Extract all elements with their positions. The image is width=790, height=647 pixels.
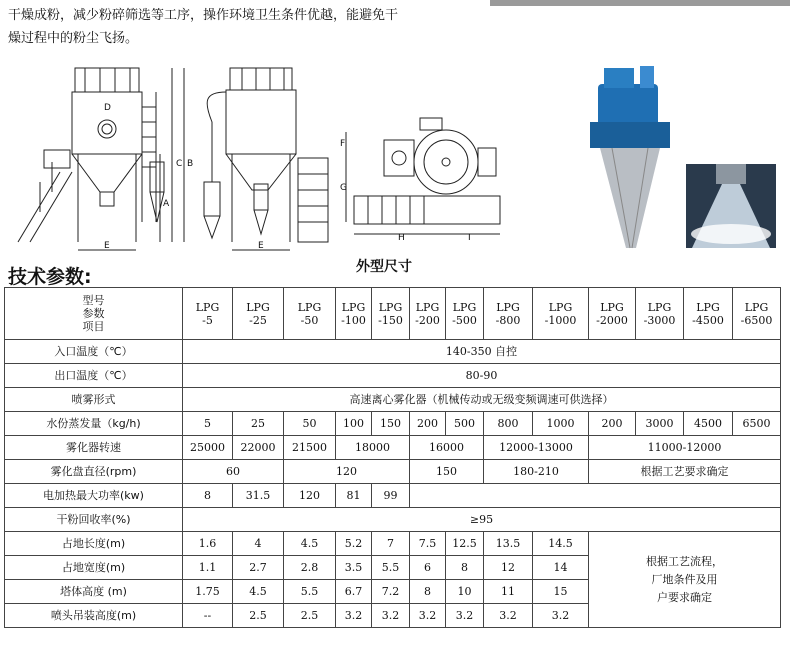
table-cell: 3.2: [446, 604, 484, 628]
dim-label-d: D: [104, 103, 111, 113]
model-header-cell: LPG -3000: [636, 288, 684, 340]
table-cell: 3.2: [533, 604, 589, 628]
table-cell: 4.5: [233, 580, 284, 604]
table-cell: 500: [446, 412, 484, 436]
table-cell: 8: [410, 580, 446, 604]
table-row: [5, 364, 781, 388]
table-row: [5, 340, 781, 364]
atomizer-machine-photo: [590, 66, 670, 248]
model-header-cell: LPG -800: [484, 288, 533, 340]
row-label: 占地宽度(m): [5, 556, 183, 580]
table-cell: 根据工艺要求确定: [589, 460, 781, 484]
table-cell: 3.2: [336, 604, 372, 628]
table-header-row: [5, 288, 781, 340]
table-cell: 2.5: [233, 604, 284, 628]
dim-label-h: H: [398, 233, 405, 243]
table-cell: 5.2: [336, 532, 372, 556]
table-cell: 16000: [410, 436, 484, 460]
dimension-labels: [104, 103, 471, 251]
table-cell: 200: [410, 412, 446, 436]
table-cell: 6.7: [336, 580, 372, 604]
table-cell: 2.7: [233, 556, 284, 580]
table-cell: 1.1: [183, 556, 233, 580]
table-row: [5, 508, 781, 532]
row-label: 占地长度(m): [5, 532, 183, 556]
table-cell: 3000: [636, 412, 684, 436]
note-cell: 根据工艺流程， 厂地条件及用 户要求确定: [589, 532, 781, 628]
table-cell: 12.5: [446, 532, 484, 556]
row-label: 喷雾形式: [5, 388, 183, 412]
table-cell: 5: [183, 412, 233, 436]
table-cell: 150: [410, 460, 484, 484]
table-cell: 3.2: [410, 604, 446, 628]
dim-label-e-front: E: [104, 241, 110, 251]
table-cell: 6: [410, 556, 446, 580]
table-cell: 14: [533, 556, 589, 580]
table-cell: 120: [284, 484, 336, 508]
plan-view-drawing: [346, 118, 500, 234]
model-header-cell: LPG -50: [284, 288, 336, 340]
spray-photo: [686, 164, 776, 248]
model-header-cell: LPG -100: [336, 288, 372, 340]
table-cell: 7: [372, 532, 410, 556]
table-cell: 200: [589, 412, 636, 436]
table-cell: 60: [183, 460, 284, 484]
row-label: 电加热最大功率(kw): [5, 484, 183, 508]
table-cell: 22000: [233, 436, 284, 460]
table-cell: 4.5: [284, 532, 336, 556]
table-cell: 8: [446, 556, 484, 580]
table-cell: 5.5: [284, 580, 336, 604]
table-cell: 800: [484, 412, 533, 436]
table-cell: 5.5: [372, 556, 410, 580]
table-cell: 11000-12000: [589, 436, 781, 460]
row-label: 塔体高度 (m): [5, 580, 183, 604]
table-cell: 25: [233, 412, 284, 436]
dim-label-c: C: [176, 159, 183, 169]
table-cell: 7.5: [410, 532, 446, 556]
row-label: 雾化盘直径(rpm): [5, 460, 183, 484]
table-cell: 81: [336, 484, 372, 508]
model-header-cell: LPG -25: [233, 288, 284, 340]
table-cell: 6500: [733, 412, 781, 436]
table-cell: 100: [336, 412, 372, 436]
table-cell-empty: [410, 484, 781, 508]
row-label: 喷头吊装高度(m): [5, 604, 183, 628]
table-cell: 13.5: [484, 532, 533, 556]
table-cell: 180-210: [484, 460, 589, 484]
table-cell: 31.5: [233, 484, 284, 508]
row-label: 干粉回收率(%): [5, 508, 183, 532]
model-header-cell: LPG -4500: [684, 288, 733, 340]
model-header-cell: LPG -200: [410, 288, 446, 340]
side-view-drawing: [204, 68, 328, 250]
row-label: 出口温度（℃）: [5, 364, 183, 388]
model-header-cell: LPG -150: [372, 288, 410, 340]
table-cell: 80-90: [183, 364, 781, 388]
top-photo-strip: [490, 0, 790, 6]
table-cell: 12: [484, 556, 533, 580]
dim-label-f: F: [340, 139, 346, 149]
table-cell: 7.2: [372, 580, 410, 604]
table-row: [5, 388, 781, 412]
intro-text: [8, 4, 488, 50]
dim-label-a: A: [163, 199, 170, 209]
table-cell: 99: [372, 484, 410, 508]
table-cell: 1.6: [183, 532, 233, 556]
intro-line-2: 燥过程中的粉尘飞扬。: [8, 31, 139, 46]
front-view-drawing: [18, 68, 184, 250]
table-cell: 2.5: [284, 604, 336, 628]
table-cell: 140-350 自控: [183, 340, 781, 364]
spec-table: [4, 287, 781, 628]
table-cell: 1.75: [183, 580, 233, 604]
table-cell: 11: [484, 580, 533, 604]
table-cell: 120: [284, 460, 410, 484]
drawing-svg: [0, 62, 790, 262]
table-row: [5, 532, 781, 556]
table-cell: 18000: [336, 436, 410, 460]
table-cell: 2.8: [284, 556, 336, 580]
model-header-cell: LPG -500: [446, 288, 484, 340]
table-cell: 高速离心雾化器（机械传动或无级变频调速可供选择）: [183, 388, 781, 412]
header-corner-cell: 型号 参数 项目: [5, 288, 183, 340]
table-cell: 3.5: [336, 556, 372, 580]
intro-line-1: 干燥成粉，减少粉碎筛选等工序，操作环境卫生条件优越，能避免干: [8, 8, 399, 23]
table-cell: --: [183, 604, 233, 628]
table-cell: 3.2: [484, 604, 533, 628]
model-header-cell: LPG -5: [183, 288, 233, 340]
table-cell: 150: [372, 412, 410, 436]
table-cell: 3.2: [372, 604, 410, 628]
table-cell: 14.5: [533, 532, 589, 556]
table-cell: 1000: [533, 412, 589, 436]
row-label: 水份蒸发量（kg/h): [5, 412, 183, 436]
table-cell: 12000-13000: [484, 436, 589, 460]
row-label: 入口温度（℃）: [5, 340, 183, 364]
dim-label-e-side: E: [258, 241, 264, 251]
table-cell: 4: [233, 532, 284, 556]
table-row: [5, 460, 781, 484]
table-cell: 15: [533, 580, 589, 604]
model-header-cell: LPG -6500: [733, 288, 781, 340]
table-cell: ≥95: [183, 508, 781, 532]
model-header-cell: LPG -1000: [533, 288, 589, 340]
table-cell: 10: [446, 580, 484, 604]
table-row: [5, 484, 781, 508]
table-cell: 4500: [684, 412, 733, 436]
table-row: [5, 436, 781, 460]
model-header-cell: LPG -2000: [589, 288, 636, 340]
table-cell: 25000: [183, 436, 233, 460]
table-cell: 50: [284, 412, 336, 436]
dim-label-i: I: [468, 233, 471, 243]
table-cell: 8: [183, 484, 233, 508]
row-label: 雾化器转速: [5, 436, 183, 460]
dim-label-g: G: [340, 183, 347, 193]
table-cell: 21500: [284, 436, 336, 460]
dim-label-b: B: [187, 159, 194, 169]
drawing-caption: 外型尺寸: [356, 259, 412, 275]
table-row: [5, 412, 781, 436]
section-heading: 技术参数:: [8, 266, 92, 288]
dimension-drawings: [0, 62, 790, 262]
